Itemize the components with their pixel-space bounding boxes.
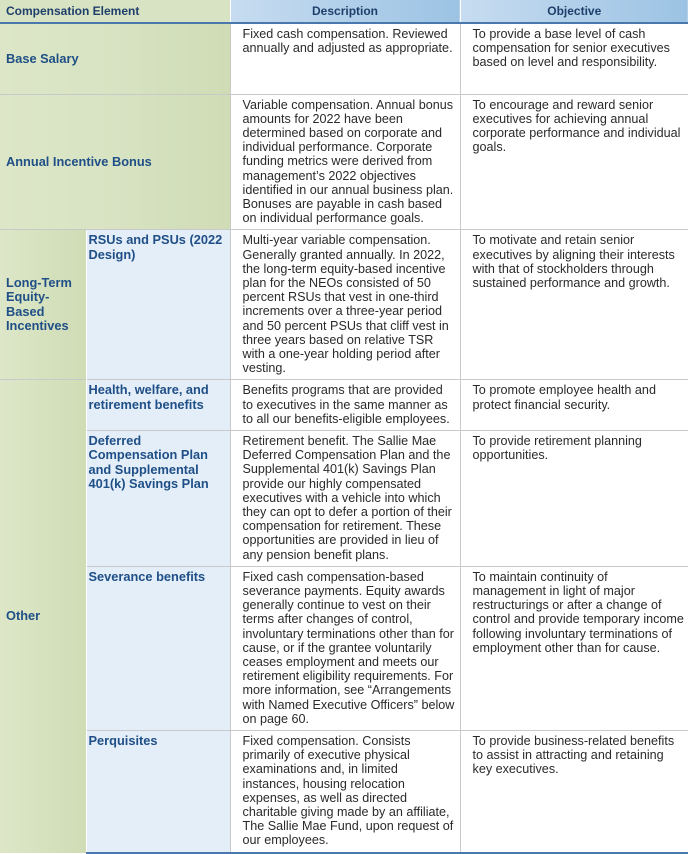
description-severance-benefits: Fixed cash compensation-based severance payments. Equity awards generally continue to vest on their terms after changes of control, involuntary terminations other than for cause, or if the grantee voluntarily ceases employment and meets our retirement eligibility requirements. For more information, see “Arrangements with Named Executive Officers” below on page 60. (230, 566, 460, 730)
row-severance-benefits (0, 566, 688, 730)
sublabel-deferred-compensation: Deferred Compensation Plan and Supplemental 401(k) Savings Plan (86, 430, 230, 566)
label-annual-incentive-bonus: Annual Incentive Bonus (0, 94, 230, 230)
label-other: Other (0, 380, 86, 853)
sublabel-perquisites: Perquisites (86, 731, 230, 853)
sublabel-rsus-psus: RSUs and PSUs (2022 Design) (86, 230, 230, 380)
objective-severance-benefits: To maintain continuity of management in light of major restructurings or after a change of control and provide temporary income following involuntary terminations of employment other than for cause. (460, 566, 688, 730)
header-description: Description (230, 0, 460, 23)
objective-annual-incentive-bonus: To encourage and reward senior executives for achieving annual corporate performance and individual goals. (460, 94, 688, 230)
row-annual-incentive-bonus (0, 94, 688, 230)
row-long-term-incentives (0, 230, 688, 380)
sublabel-health-welfare: Health, welfare, and retirement benefits (86, 380, 230, 431)
label-base-salary: Base Salary (0, 23, 230, 94)
objective-rsus-psus: To motivate and retain senior executives by aligning their interests with that of stockholders through sustained performance and growth. (460, 230, 688, 380)
objective-deferred-compensation: To provide retirement planning opportunities. (460, 430, 688, 566)
objective-perquisites: To provide business-related benefits to assist in attracting and retaining key executives. (460, 731, 688, 853)
objective-base-salary: To provide a base level of cash compensation for senior executives based on level and responsibility. (460, 23, 688, 94)
header-objective: Objective (460, 0, 688, 23)
row-deferred-compensation (0, 430, 688, 566)
row-perquisites (0, 731, 688, 853)
row-health-welfare (0, 380, 688, 431)
description-deferred-compensation: Retirement benefit. The Sallie Mae Deferred Compensation Plan and the Supplemental 401(k) Savings Plan provide our highly compensated executives with a vehicle into which they can opt to defer a portion of their compensation for retirement. These opportunities are provided in lieu of any pension benefit plans. (230, 430, 460, 566)
row-base-salary (0, 23, 688, 94)
objective-health-welfare: To promote employee health and protect financial security. (460, 380, 688, 431)
description-rsus-psus: Multi-year variable compensation. Generally granted annually. In 2022, the long-term equity-based incentive plan for the NEOs consisted of 50 percent RSUs that vest in one-third increments over a three-year period and 50 percent PSUs that cliff vest in three years based on relative TSR with a one-year holding period after vesting. (230, 230, 460, 380)
sublabel-severance-benefits: Severance benefits (86, 566, 230, 730)
description-annual-incentive-bonus: Variable compensation. Annual bonus amounts for 2022 have been determined based on corporate and individual performance. Corporate funding metrics were derived from management’s 2022 objectives identified in our annual business plan. Bonuses are payable in cash based on individual performance goals. (230, 94, 460, 230)
header-row (0, 0, 688, 23)
header-compensation-element: Compensation Element (0, 0, 230, 23)
description-health-welfare: Benefits programs that are provided to executives in the same manner as to all our benefits-eligible employees. (230, 380, 460, 431)
label-long-term-equity: Long-Term Equity-Based Incentives (0, 230, 86, 380)
description-base-salary: Fixed cash compensation. Reviewed annually and adjusted as appropriate. (230, 23, 460, 94)
description-perquisites: Fixed compensation. Consists primarily of executive physical examinations and, in limited instances, housing relocation expenses, as well as directed charitable giving made by an affiliate, The Sallie Mae Fund, upon request of our employees. (230, 731, 460, 853)
